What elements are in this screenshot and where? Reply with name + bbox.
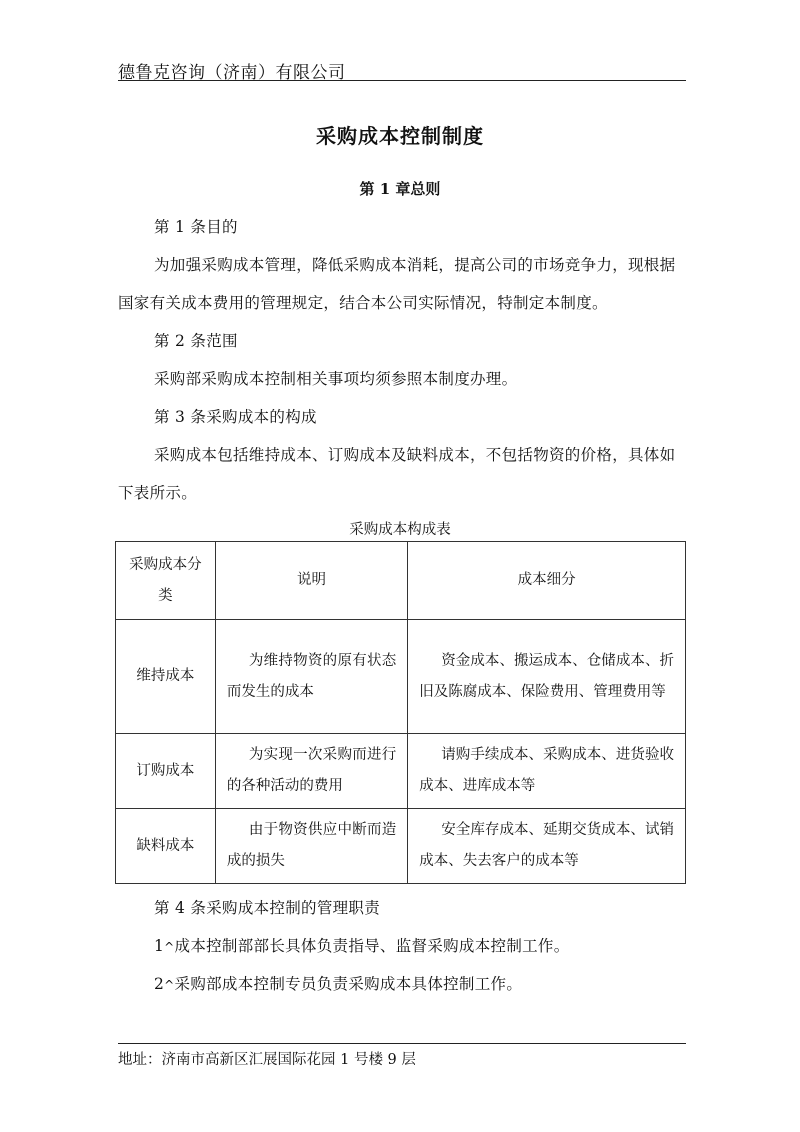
table-cell-breakdown — [408, 809, 686, 884]
footer-divider — [118, 1043, 686, 1044]
article-1-heading-text: 第 1 条目的 — [154, 218, 238, 236]
cost-composition-table — [115, 541, 686, 884]
item-symbol: ^ — [164, 940, 175, 954]
table-header-cell: 说明 — [215, 542, 407, 620]
article-4-item-2 — [118, 965, 686, 1004]
description-text: 为维持物资的原有状态而发生的成本 — [226, 652, 397, 700]
breakdown-text: 安全库存成本、延期交货成本、试销成本、失去客户的成本等 — [419, 822, 674, 869]
table-caption: 采购成本构成表 — [349, 522, 451, 538]
breakdown-text: 资金成本、搬运成本、仓储成本、折旧及陈腐成本、保险费用、管理费用等 — [419, 652, 674, 700]
item-symbol: ^ — [164, 978, 175, 992]
footer-address: 地址：济南市高新区汇展国际花园 1 号楼 9 层 — [118, 1052, 416, 1068]
table-cell-category: 维持成本 — [116, 620, 216, 734]
description-text: 为实现一次采购而进行的各种活动的费用 — [226, 747, 397, 794]
table-header-row — [116, 542, 686, 620]
item-text: 采购部成本控制专员负责采购成本具体控制工作。 — [174, 975, 523, 993]
article-1-heading — [118, 208, 686, 246]
table-cell-breakdown — [408, 620, 686, 734]
article-1-body: 为加强采购成本管理，降低采购成本消耗，提高公司的市场竞争力，现根据国家有关成本费用的管理规定，结合本公司实际情况，特制定本制度。 — [118, 256, 676, 312]
article-3-body: 采购成本包括维持成本、订购成本及缺料成本，不包括物资的价格，具体如下表所示。 — [118, 446, 676, 502]
item-number: 1 — [154, 937, 165, 955]
table-header-cell — [116, 542, 216, 620]
document-title: 采购成本控制制度 — [316, 124, 484, 148]
header-category-text: 采购成本分类 — [129, 556, 202, 604]
table-cell-description — [215, 809, 407, 884]
article-2-body: 采购部采购成本控制相关事项均须参照本制度办理。 — [154, 370, 518, 388]
description-text: 由于物资供应中断而造成的损失 — [226, 822, 397, 869]
article-2-heading: 第 2 条范围 — [154, 332, 238, 350]
table-cell-description — [215, 620, 407, 734]
item-text: 成本控制部部长具体负责指导、监督采购成本控制工作。 — [174, 937, 570, 955]
breakdown-text: 请购手续成本、采购成本、进货验收成本、进库成本等 — [419, 747, 674, 794]
table-row — [116, 734, 686, 809]
chapter-heading: 第 1 章总则 — [359, 180, 441, 198]
article-3-heading: 第 3 条采购成本的构成 — [154, 408, 317, 426]
table-cell-category: 订购成本 — [116, 734, 216, 809]
table-row — [116, 620, 686, 734]
table-header-cell: 成本细分 — [408, 542, 686, 620]
item-number: 2 — [154, 975, 165, 993]
article-4-item-1 — [118, 927, 686, 966]
header-company-name: 德鲁克咨询（济南）有限公司 — [118, 63, 346, 83]
table-cell-category: 缺料成本 — [116, 809, 216, 884]
header-divider — [118, 80, 686, 81]
article-4-heading: 第 4 条采购成本控制的管理职责 — [154, 899, 381, 917]
table-cell-breakdown — [408, 734, 686, 809]
table-cell-description — [215, 734, 407, 809]
table-row — [116, 809, 686, 884]
